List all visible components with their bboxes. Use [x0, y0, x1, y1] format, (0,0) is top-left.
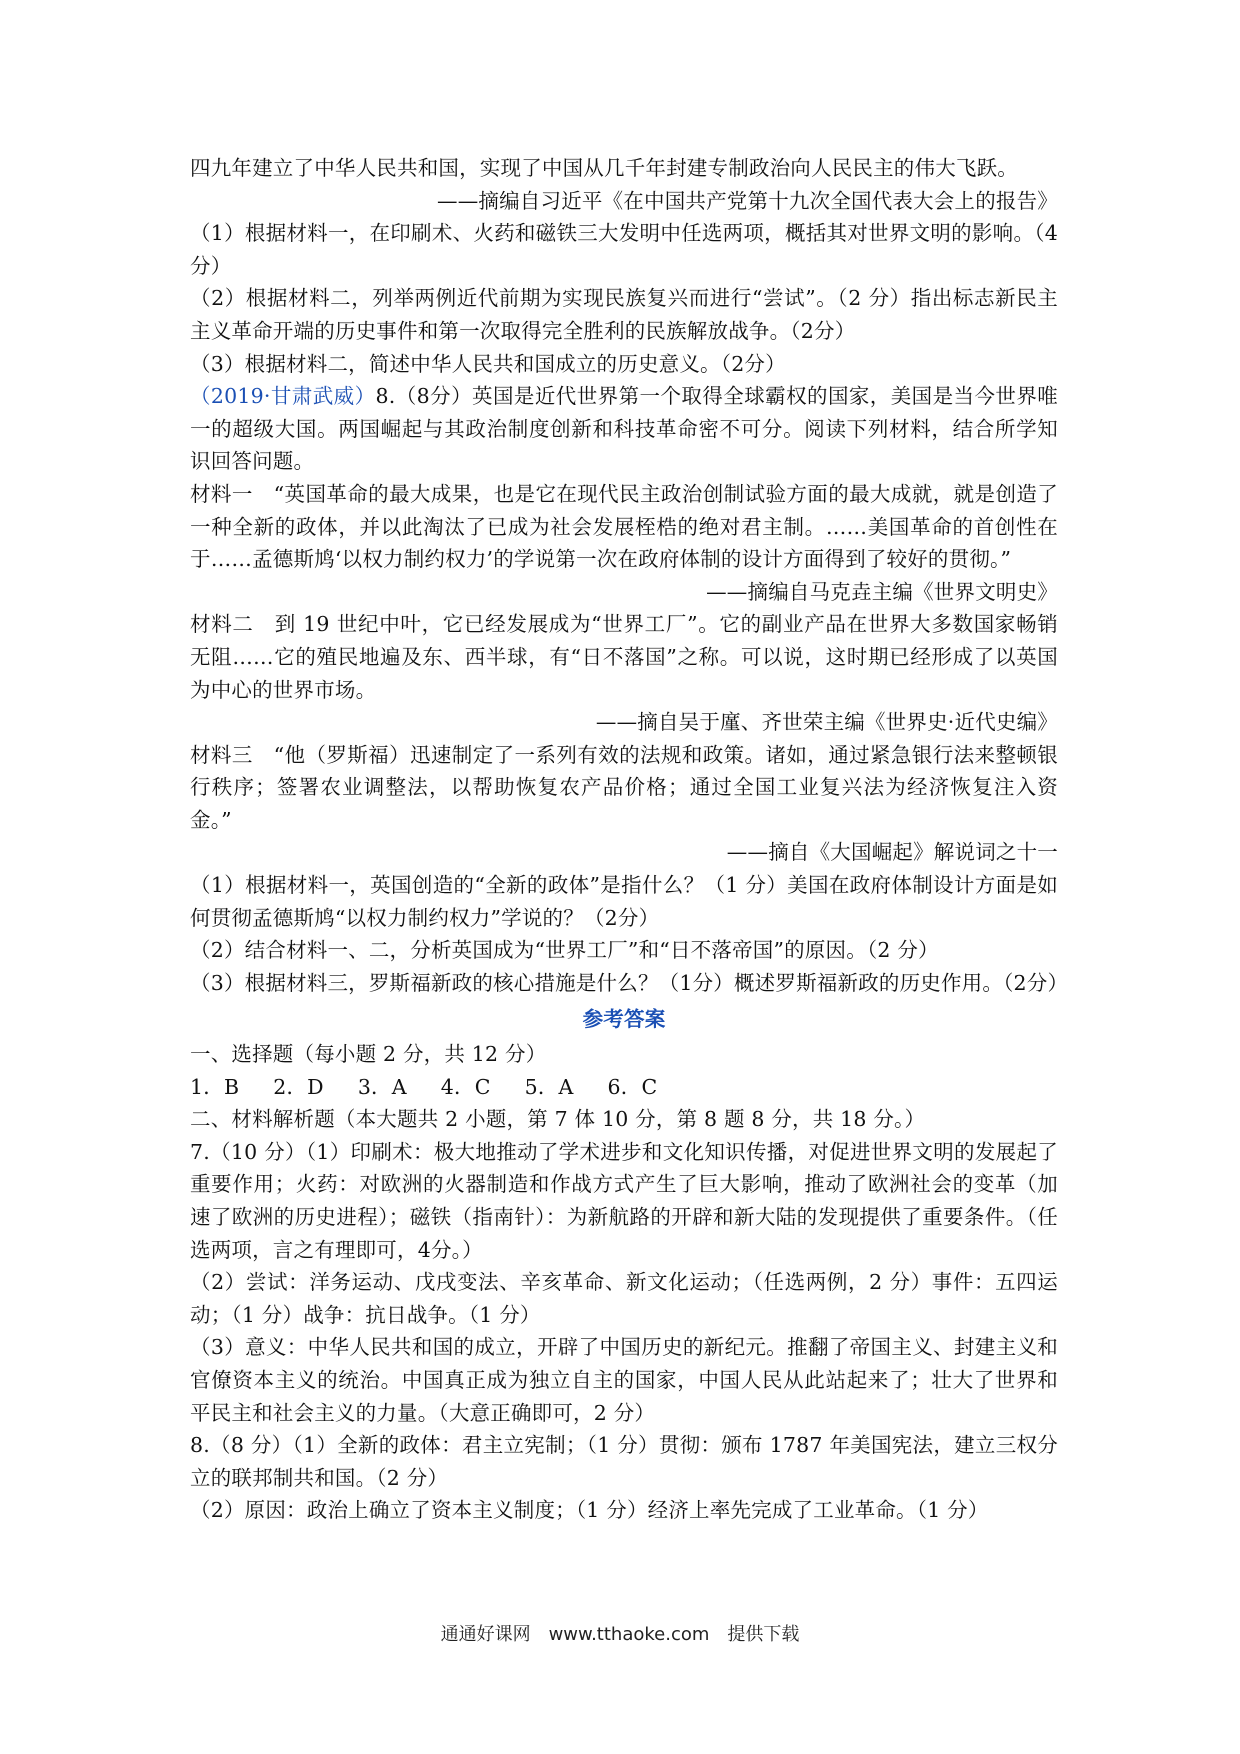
section-2-title: 二、材料解析题（本大题共 2 小题，第 7 体 10 分，第 8 题 8 分，共 18 分。） [190, 1107, 926, 1132]
choice-answer: 4．C [440, 1074, 491, 1099]
material-2-source: ——摘自吴于廑、齐世荣主编《世界史·近代史编》 [595, 710, 1058, 735]
question-8-stem [190, 380, 1058, 478]
source-tag: （2019·甘肃武威） [190, 384, 376, 409]
choice-answer: 6．C [607, 1074, 658, 1099]
question-7-2: （2）根据材料二，列举两例近代前期为实现民族复兴而进行“尝试”。（2 分）指出标志新民主主义革命开端的历史事件和第一次取得完全胜利的民族解放战争。（2分） [190, 286, 1058, 343]
answer-8-1: 8.（8 分）（1）全新的政体：君主立宪制；（1 分）贯彻：颁布 1787 年美国宪法，建立三权分立的联邦制共和国。（2 分） [190, 1433, 1058, 1490]
question-8-2: （2）结合材料一、二，分析英国成为“世界工厂”和“日不落帝国”的原因。（2 分） [190, 938, 939, 963]
answer-7-3: （3）意义：中华人民共和国的成立，开辟了中国历史的新纪元。推翻了帝国主义、封建主义和官僚资本主义的统治。中国真正成为独立自主的国家，中国人民从此站起来了；壮大了世界和平民主和社会主义的力量。（大意正确即可，2 分） [190, 1335, 1058, 1425]
document-page [190, 152, 1069, 1527]
answer-heading: 参考答案 [582, 1007, 666, 1032]
material-3-source: ——摘自《大国崛起》解说词之十一 [726, 840, 1058, 865]
answer-7-1: 7.（10 分）（1）印刷术：极大地推动了学术进步和文化知识传播，对促进世界文明的发展起了重要作用；火药：对欧洲的火器制造和作战方式产生了巨大影响，推动了欧洲社会的变革（加速了欧洲的历史进程）；磁铁（指南针）：为新航路的开辟和新大陆的发现提供了重要条件。（任选两项，言之有理即可，4分。） [190, 1139, 1058, 1262]
question-7-1: （1）根据材料一，在印刷术、火药和磁铁三大发明中任选两项，概括其对世界文明的影响。（4分） [190, 221, 1058, 278]
choice-answer: 1．B [190, 1074, 240, 1099]
intro-line: 四九年建立了中华人民共和国，实现了中国从几千年封建专制政治向人民民主的伟大飞跃。 [190, 156, 1018, 180]
intro-source: ——摘编自习近平《在中国共产党第十九次全国代表大会上的报告》 [437, 188, 1058, 213]
material-3: 材料三 “他（罗斯福）迅速制定了一系列有效的法规和政策。诸如，通过紧急银行法来整顿银行秩序；签署农业调整法，以帮助恢复农产品价格；通过全国工业复兴法为经济恢复注入资金。” [190, 742, 1058, 832]
choice-answer: 2．D [273, 1074, 324, 1099]
material-1: 材料一 “英国革命的最大成果，也是它在现代民主政治创制试验方面的最大成就，就是创造了一种全新的政体，并以此淘汰了已成为社会发展桎梏的绝对君主制。……美国革命的首创性在于……孟德斯鸠‘以权力制约权力’的学说第一次在政府体制的设计方面得到了较好的贯彻。” [190, 481, 1058, 572]
choice-answer: 3．A [357, 1074, 407, 1099]
answer-7-2: （2）尝试：洋务运动、戊戌变法、辛亥革命、新文化运动；（任选两例，2 分）事件：五四运动；（1 分）战争：抗日战争。（1 分） [190, 1270, 1058, 1327]
section-1-title: 一、选择题（每小题 2 分，共 12 分） [190, 1042, 547, 1067]
question-8-text: 8.（8分）英国是近代世界第一个取得全球霸权的国家，美国是当今世界唯一的超级大国。两国崛起与其政治制度创新和科技革命密不可分。阅读下列材料，结合所学知识回答问题。 [190, 384, 1058, 474]
material-2: 材料二 到 19 世纪中叶，它已经发展成为“世界工厂”。它的副业产品在世界大多数国家畅销无阻……它的殖民地遍及东、西半球，有“日不落国”之称。可以说，这时期已经形成了以英国为中心的世界市场。 [190, 612, 1058, 702]
page-footer: 通通好课网 www.tthaoke.com 提供下载 [440, 1624, 800, 1645]
choice-answer: 5．A [524, 1074, 574, 1099]
question-8-3: （3）根据材料三，罗斯福新政的核心措施是什么？（1分）概述罗斯福新政的历史作用。（2分） [190, 970, 1069, 995]
question-8-1: （1）根据材料一，英国创造的“全新的政体”是指什么？（1 分）美国在政府体制设计方面是如何贯彻孟德斯鸠“以权力制约权力”学说的？（2分） [190, 873, 1058, 930]
question-7-3: （3）根据材料二，简述中华人民共和国成立的历史意义。（2分） [190, 351, 786, 376]
choice-answers [190, 1071, 1058, 1104]
answer-8-2: （2）原因：政治上确立了资本主义制度；（1 分）经济上率先完成了工业革命。（1 分） [190, 1498, 989, 1523]
material-1-source: ——摘编自马克垚主编《世界文明史》 [706, 579, 1058, 604]
